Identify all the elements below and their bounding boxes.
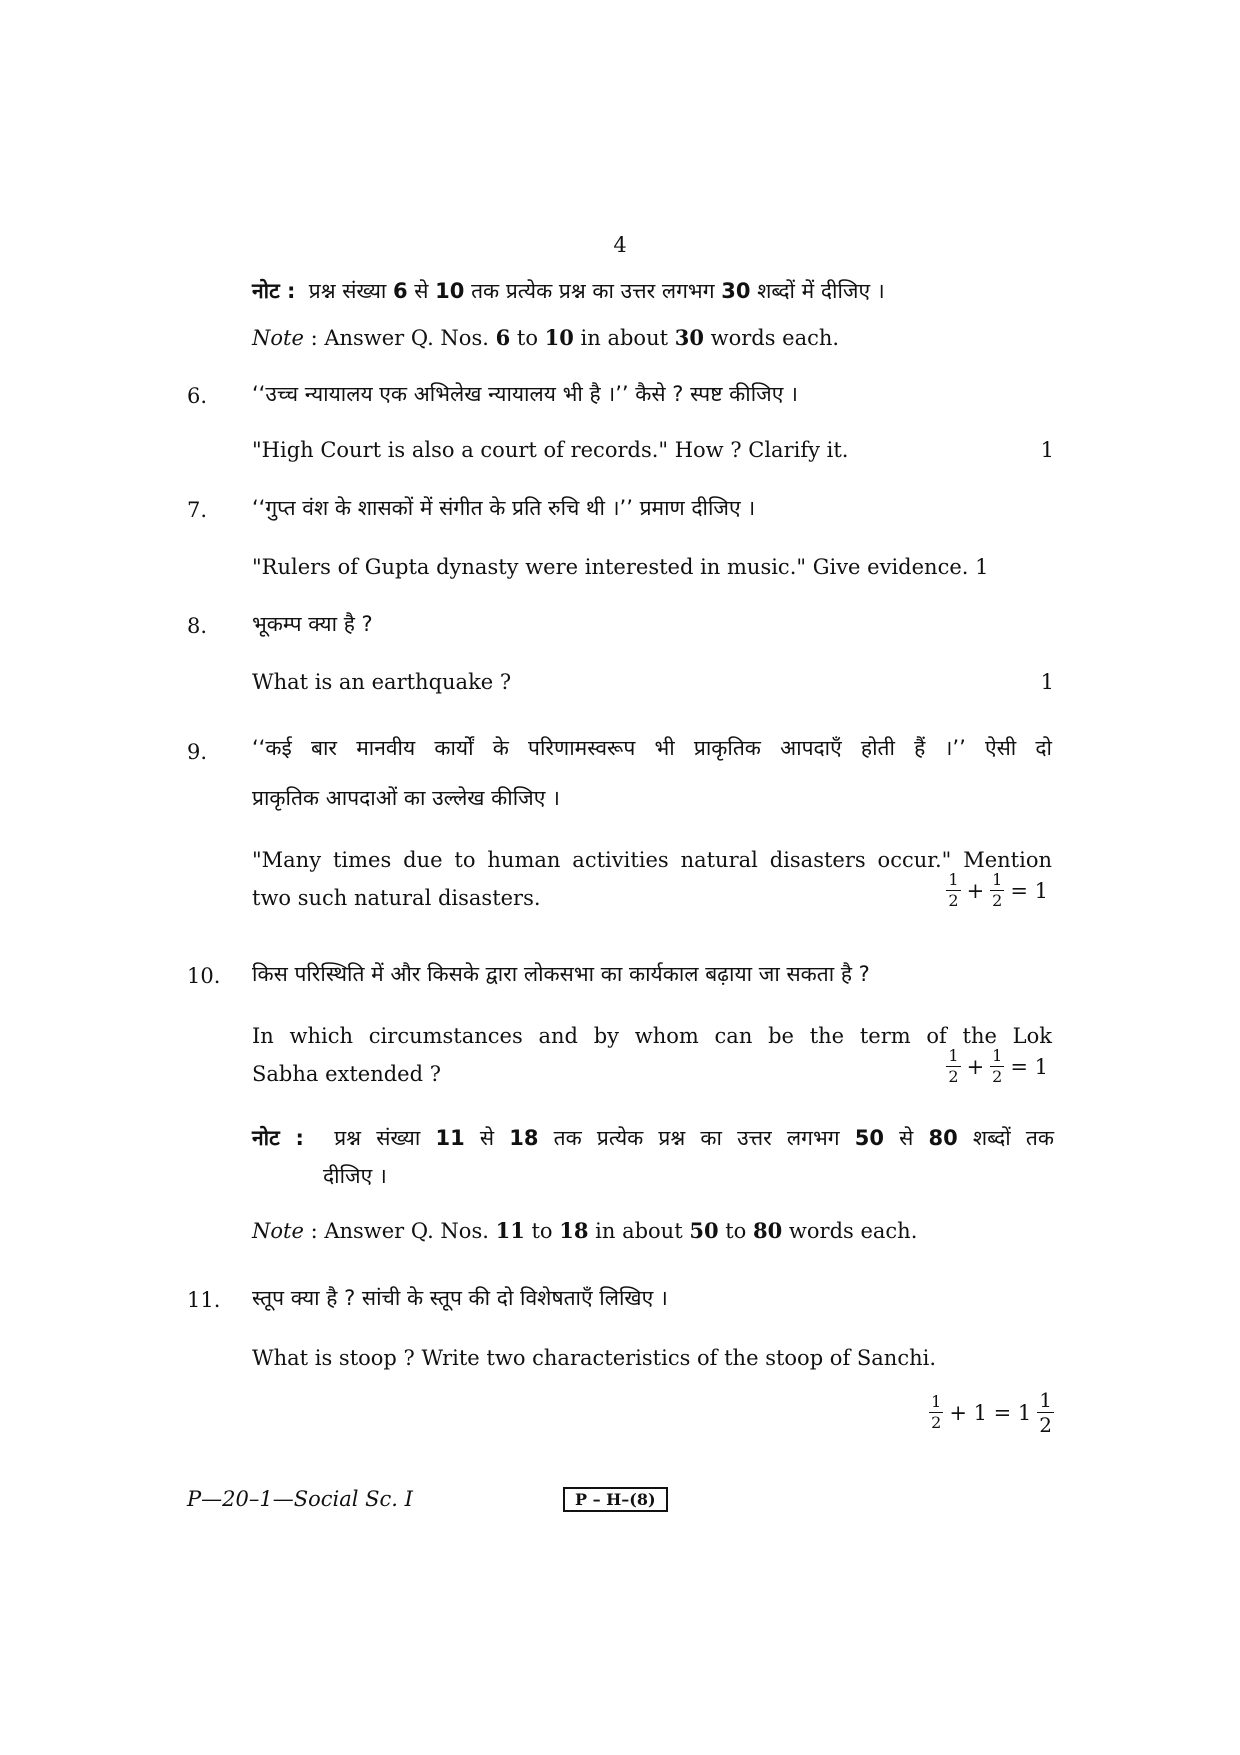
marks-formula: $\frac{1}{2}$ + $\frac{1}{2}$ = 1 xyxy=(948,1046,1048,1086)
fraction-half: $\frac{1}{2}$ xyxy=(1039,1388,1052,1437)
question-number: 9. xyxy=(187,740,208,764)
fraction-half: $\frac{1}{2}$ xyxy=(931,1392,942,1432)
fraction-half: $\frac{1}{2}$ xyxy=(992,870,1003,910)
question-number: 6. xyxy=(187,384,208,408)
question-6-hindi: ‘‘उच्च न्यायालय एक अभिलेख न्यायालय भी है ।’’ कैसे ? स्पष्ट कीजिए । xyxy=(252,382,798,406)
question-11-english: What is stoop ? Write two characteristics of the stoop of Sanchi. xyxy=(252,1346,937,1370)
fraction-half: $\frac{1}{2}$ xyxy=(992,1046,1003,1086)
note-1-english: Note : Answer Q. Nos. 6 to 10 in about 30 words each. xyxy=(252,325,840,350)
marks-formula: $\frac{1}{2}$ + 1 = 1 $\frac{1}{2}$ xyxy=(931,1388,1052,1437)
question-6-english: "High Court is also a court of records." How ? Clarify it. xyxy=(252,438,849,462)
question-number: 10. xyxy=(187,964,221,988)
question-8-hindi: भूकम्प क्या है ? xyxy=(252,612,373,636)
note-2-hindi-line2: दीजिए । xyxy=(323,1164,387,1188)
question-9-hindi-line2: प्राकृतिक आपदाओं का उल्लेख कीजिए । xyxy=(252,786,560,810)
fraction-half: $\frac{1}{2}$ xyxy=(948,870,959,910)
marks: 1 xyxy=(1040,670,1054,694)
question-9-english-line2: two such natural disasters. xyxy=(252,886,541,910)
marks-formula: $\frac{1}{2}$ + $\frac{1}{2}$ = 1 xyxy=(948,870,1048,910)
question-7-hindi: ‘‘गुप्त वंश के शासकों में संगीत के प्रति रुचि थी ।’’ प्रमाण दीजिए । xyxy=(252,496,756,520)
page-number: 4 xyxy=(613,233,627,257)
paper-code: P—20–1—Social Sc. I xyxy=(187,1487,413,1511)
question-11-hindi: स्तूप क्या है ? सांची के स्तूप की दो विशेषताएँ लिखिए । xyxy=(252,1286,668,1310)
set-code-box: P – H–(8) xyxy=(563,1487,668,1512)
question-10-hindi: किस परिस्थिति में और किसके द्वारा लोकसभा का कार्यकाल बढ़ाया जा सकता है ? xyxy=(252,962,870,986)
question-10-english-line1: In which circumstances and by whom can be the term of the Lok xyxy=(252,1024,1052,1048)
question-8-english: What is an earthquake ? xyxy=(252,670,512,694)
note-2-hindi-line1: नोट : प्रश्न संख्या 11 से 18 तक प्रत्येक प्रश्न का उत्तर लगभग 50 से 80 शब्दों तक xyxy=(252,1126,1055,1150)
question-9-hindi-line1: ‘‘कई बार मानवीय कार्यों के परिणामस्वरूप भी प्राकृतिक आपदाएँ होती हैं ।’’ ऐसी दो xyxy=(252,736,1052,760)
note-2-english: Note : Answer Q. Nos. 11 to 18 in about 50 to 80 words each. xyxy=(252,1218,918,1243)
marks: 1 xyxy=(975,555,989,579)
question-number: 8. xyxy=(187,614,208,638)
question-number: 7. xyxy=(187,498,208,522)
question-9-english-line1: "Many times due to human activities natural disasters occur." Mention xyxy=(252,848,1052,872)
note-1-hindi: नोट : प्रश्न संख्या 6 से 10 तक प्रत्येक प्रश्न का उत्तर लगभग 30 शब्दों में दीजिए । xyxy=(252,279,885,303)
marks: 1 xyxy=(1040,438,1054,462)
question-7-english: "Rulers of Gupta dynasty were interested in music." Give evidence. 1 xyxy=(252,555,989,579)
question-number: 11. xyxy=(187,1288,221,1312)
question-10-english-line2: Sabha extended ? xyxy=(252,1062,441,1086)
fraction-half: $\frac{1}{2}$ xyxy=(948,1046,959,1086)
